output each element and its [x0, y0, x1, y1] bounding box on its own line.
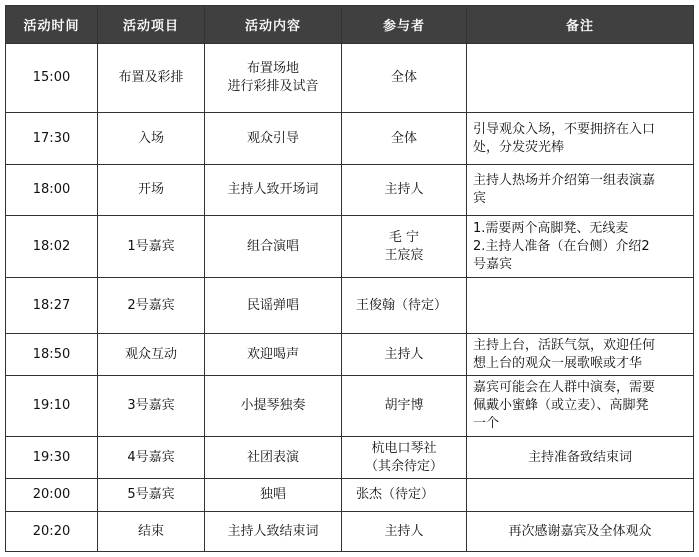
cell-item: 结束 [98, 512, 205, 552]
note-line: 佩戴小蜜蜂（或立麦）、高脚凳 [473, 398, 649, 413]
cell-note [467, 165, 694, 216]
cell-note [467, 376, 694, 437]
content-line: 民谣弹唱 [246, 297, 299, 313]
table-body [6, 44, 694, 552]
participant-line: （其余待定） [364, 458, 443, 474]
cell-participants [342, 113, 467, 165]
participant-line: 张杰（待定） [356, 487, 435, 502]
cell-time: 18:27 [6, 278, 98, 334]
cell-item: 入场 [98, 113, 205, 165]
table-row [6, 278, 694, 334]
cell-content [205, 113, 342, 165]
table-row [6, 512, 694, 552]
cell-time: 18:00 [6, 165, 98, 216]
participant-line: 王宸宸 [384, 247, 424, 263]
table-row [6, 376, 694, 437]
cell-time: 18:50 [6, 334, 98, 376]
cell-time: 19:30 [6, 437, 98, 479]
content-line: 观众引导 [246, 130, 299, 146]
header-item: 活动项目 [98, 6, 205, 44]
cell-participants [342, 216, 467, 278]
cell-note [467, 334, 694, 376]
cell-content [205, 376, 342, 437]
header-time: 活动时间 [6, 6, 98, 44]
note-line: 号嘉宾 [473, 256, 513, 272]
header-participants: 参与者 [342, 6, 467, 44]
cell-content [205, 437, 342, 479]
participant-line: 主持人 [384, 346, 424, 362]
participant-line: 主持人 [384, 523, 424, 539]
cell-content [205, 216, 342, 278]
table-row [6, 44, 694, 113]
cell-item: 1号嘉宾 [98, 216, 205, 278]
cell-item: 2号嘉宾 [98, 278, 205, 334]
cell-note [467, 44, 694, 113]
table-row [6, 334, 694, 376]
note-line: 再次感谢嘉宾及全体观众 [508, 523, 652, 539]
cell-participants [342, 165, 467, 216]
note-line: 想上台的观众一展歌喉或才华 [473, 355, 643, 371]
content-line: 组合演唱 [246, 238, 299, 254]
content-line: 主持人致开场词 [227, 182, 319, 197]
cell-participants [342, 334, 467, 376]
cell-item: 4号嘉宾 [98, 437, 205, 479]
cell-time: 15:00 [6, 44, 98, 113]
note-line: 宾 [473, 191, 487, 206]
cell-time: 17:30 [6, 113, 98, 165]
cell-time: 20:00 [6, 479, 98, 512]
table-row [6, 113, 694, 165]
header-content: 活动内容 [205, 6, 342, 44]
content-line: 欢迎喝声 [246, 346, 299, 362]
cell-participants [342, 512, 467, 552]
content-line: 小提琴独奏 [240, 398, 306, 413]
participant-line: 全体 [390, 130, 417, 146]
participant-line: 全体 [390, 70, 417, 85]
note-line: 主持人热场并介绍第一组表演嘉 [473, 173, 656, 188]
cell-note [467, 479, 694, 512]
participant-line: 主持人 [384, 182, 424, 197]
cell-time: 19:10 [6, 376, 98, 437]
table-row [6, 479, 694, 512]
note-line: 2.主持人准备（在台侧）介绍2 [473, 238, 650, 254]
cell-content [205, 278, 342, 334]
cell-item: 布置及彩排 [98, 44, 205, 113]
participant-line: 王俊翰（待定） [356, 297, 448, 313]
participant-line: 杭电口琴社 [371, 440, 437, 456]
cell-item: 开场 [98, 165, 205, 216]
cell-note [467, 437, 694, 479]
note-line: 一个 [473, 416, 500, 431]
cell-content [205, 479, 342, 512]
note-line: 主持准备致结束词 [527, 449, 632, 465]
cell-note [467, 113, 694, 165]
header-notes: 备注 [467, 6, 694, 44]
note-line: 引导观众入场，不要拥挤在入口 [473, 121, 656, 137]
cell-participants [342, 278, 467, 334]
content-line: 社团表演 [246, 449, 299, 465]
cell-time: 18:02 [6, 216, 98, 278]
participant-line: 胡宇博 [384, 398, 424, 413]
cell-item: 5号嘉宾 [98, 479, 205, 512]
note-line: 嘉宾可能会在人群中演奏，需要 [473, 380, 656, 395]
cell-content [205, 512, 342, 552]
cell-participants [342, 376, 467, 437]
content-line: 进行彩排及试音 [227, 79, 319, 94]
cell-participants [342, 44, 467, 113]
cell-participants [342, 479, 467, 512]
table-row [6, 216, 694, 278]
cell-note [467, 278, 694, 334]
table-header-row [6, 6, 694, 44]
table-row [6, 437, 694, 479]
cell-item: 3号嘉宾 [98, 376, 205, 437]
note-line: 处，分发荧光棒 [473, 139, 565, 155]
content-line: 独唱 [259, 487, 286, 502]
cell-participants [342, 437, 467, 479]
cell-content [205, 165, 342, 216]
cell-content [205, 44, 342, 113]
table-row [6, 165, 694, 216]
content-line: 布置场地 [246, 61, 299, 76]
cell-item: 观众互动 [98, 334, 205, 376]
cell-note [467, 216, 694, 278]
content-line: 主持人致结束词 [227, 523, 319, 539]
cell-time: 20:20 [6, 512, 98, 552]
note-line: 1.需要两个高脚凳、无线麦 [473, 220, 629, 236]
participant-line: 毛 宁 [388, 229, 420, 245]
cell-content [205, 334, 342, 376]
cell-note [467, 512, 694, 552]
note-line: 主持上台，活跃气氛，欢迎任何 [473, 337, 656, 353]
event-schedule-table [5, 5, 694, 552]
